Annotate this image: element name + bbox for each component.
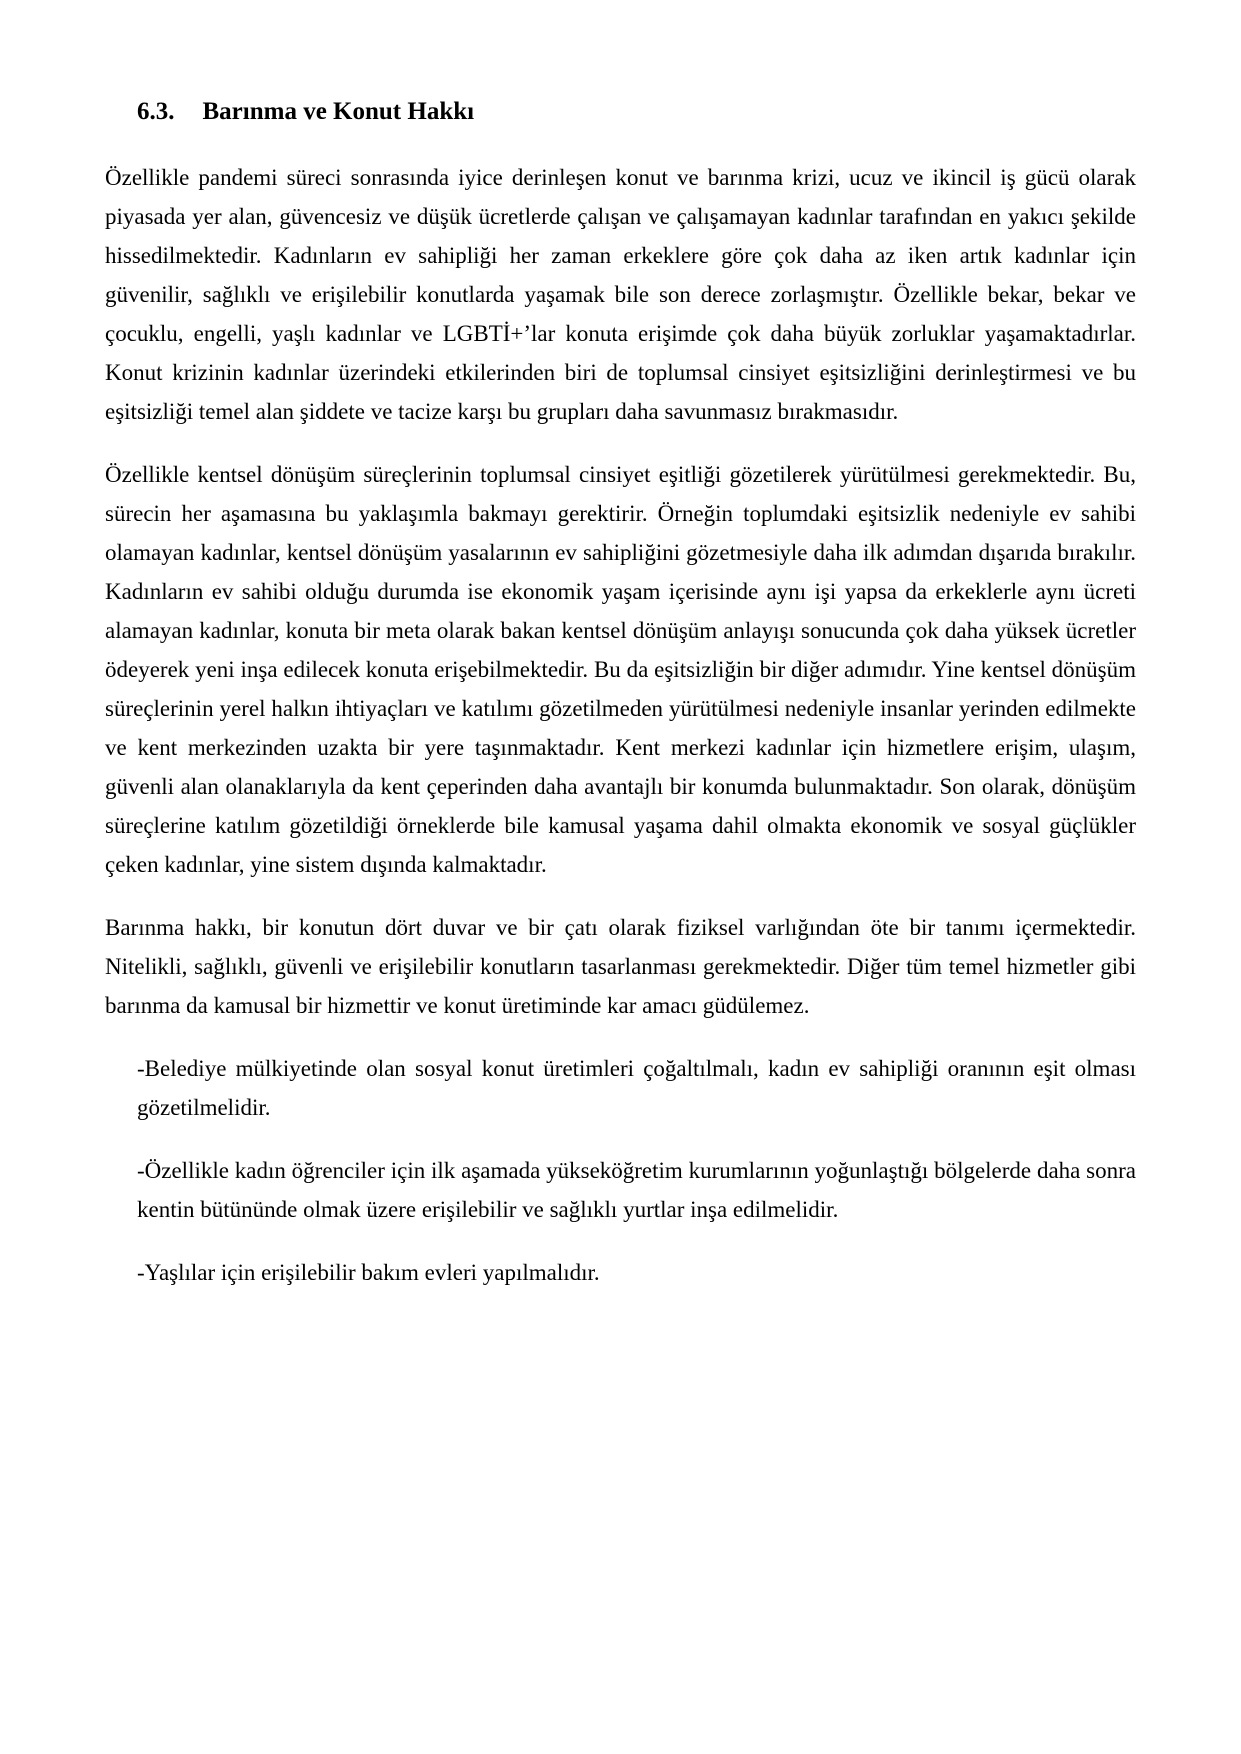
- list-item-student-dormitories: -Özellikle kadın öğrenciler için ilk aşamada yükseköğretim kurumlarının yoğunlaştığı bölgelerde daha sonra kentin bütününde olmak üzere erişilebilir ve sağlıklı yurtlar inşa edilmelidir.: [137, 1158, 1136, 1222]
- section-number: 6.3.: [137, 98, 175, 125]
- section-heading: [137, 96, 1136, 128]
- paragraph-urban-transformation: Özellikle kentsel dönüşüm süreçlerinin toplumsal cinsiyet eşitliği gözetilerek yürütülmesi gerekmektedir. Bu, sürecin her aşamasına bu yaklaşımla bakmayı gerektirir. Örneğin toplumdaki eşitsizlik nedeniyle ev sahibi olamayan kadınlar, kentsel dönüşüm yasalarının ev sahipliğini gözetmesiyle daha ilk adımdan dışarıda bırakılır. Kadınların ev sahibi olduğu durumda ise ekonomik yaşam içerisinde aynı işi yapsa da erkeklerle aynı ücreti alamayan kadınlar, konuta bir meta olarak bakan kentsel dönüşüm anlayışı sonucunda çok daha yüksek ücretler ödeyerek yeni inşa edilecek konuta erişebilmektedir. Bu da eşitsizliğin bir diğer adımıdır. Yine kentsel dönüşüm süreçlerinin yerel halkın ihtiyaçları ve katılımı gözetilmeden yürütülmesi nedeniyle insanlar yerinden edilmekte ve kent merkezinden uzakta bir yere taşınmaktadır. Kent merkezi kadınlar için hizmetlere erişim, ulaşım, güvenli alan olanaklarıyla da kent çeperinden daha avantajlı bir konumda bulunmaktadır. Son olarak, dönüşüm süreçlerine katılım gözetildiği örneklerde bile kamusal yaşama dahil olmakta ekonomik ve sosyal güçlükler çeken kadınlar, yine sistem dışında kalmaktadır.: [105, 462, 1136, 877]
- paragraph-right-to-housing: Barınma hakkı, bir konutun dört duvar ve bir çatı olarak fiziksel varlığından öte bir tanımı içermektedir. Nitelikli, sağlıklı, güvenli ve erişilebilir konutların tasarlanması gerekmektedir. Diğer tüm temel hizmetler gibi barınma da kamusal bir hizmettir ve konut üretiminde kar amacı güdülemez.: [105, 915, 1136, 1018]
- recommendation-list: [137, 1049, 1136, 1292]
- section-title: Barınma ve Konut Hakkı: [202, 98, 475, 125]
- list-item-social-housing: -Belediye mülkiyetinde olan sosyal konut üretimleri çoğaltılmalı, kadın ev sahipliği oranının eşit olması gözetilmelidir.: [137, 1056, 1136, 1120]
- list-item-elderly-care-homes: -Yaşlılar için erişilebilir bakım evleri yapılmalıdır.: [137, 1260, 600, 1285]
- paragraph-housing-crisis: Özellikle pandemi süreci sonrasında iyice derinleşen konut ve barınma krizi, ucuz ve ikincil iş gücü olarak piyasada yer alan, güvencesiz ve düşük ücretlerde çalışan ve çalışamayan kadınlar tarafından en yakıcı şekilde hissedilmektedir. Kadınların ev sahipliği her zaman erkeklere göre çok daha az iken artık kadınlar için güvenilir, sağlıklı ve erişilebilir konutlarda yaşamak bile son derece zorlaşmıştır. Özellikle bekar, bekar ve çocuklu, engelli, yaşlı kadınlar ve LGBTİ+’lar konuta erişimde çok daha büyük zorluklar yaşamaktadırlar. Konut krizinin kadınlar üzerindeki etkilerinden biri de toplumsal cinsiyet eşitsizliğini derinleştirmesi ve bu eşitsizliği temel alan şiddete ve tacize karşı bu grupları daha savunmasız bırakmasıdır.: [105, 165, 1136, 424]
